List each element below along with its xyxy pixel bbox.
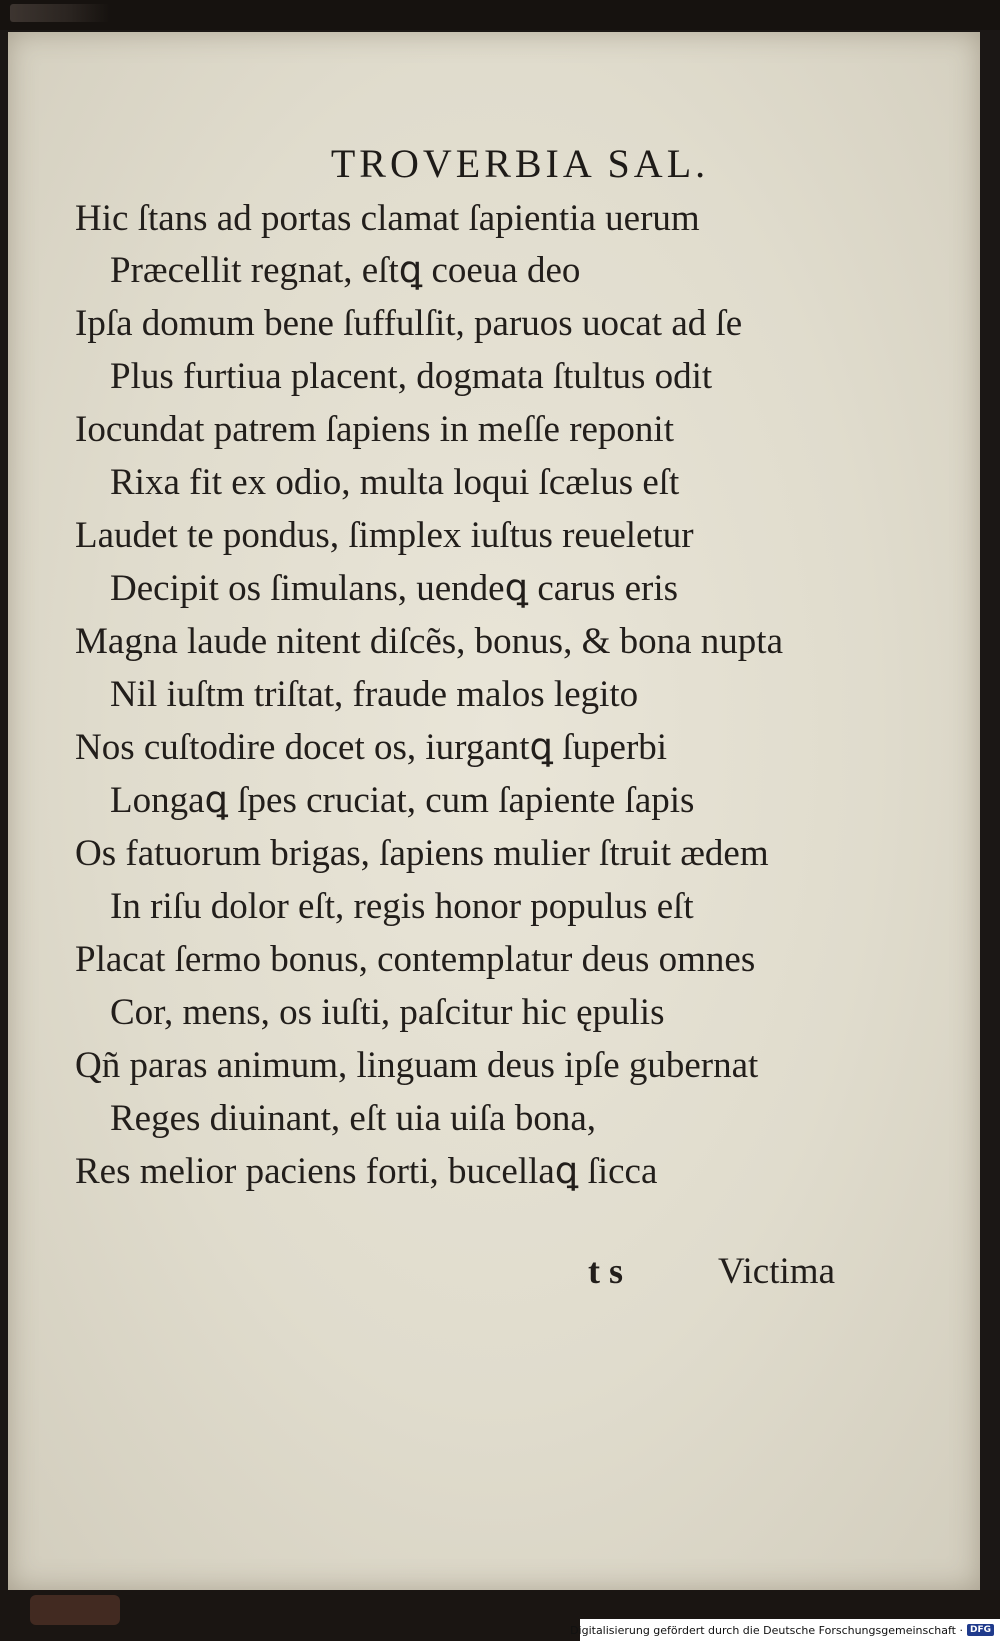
verse-line: Cor, mens, os iuſti, paſcitur hic ępulis <box>110 992 665 1033</box>
verse-line: Iocundat patrem ſapiens in meſſe reponit <box>75 409 674 450</box>
verse-line: Reges diuinant, eſt uia uiſa bona, <box>110 1098 597 1139</box>
verse-line: Qñ paras animum, linguam deus ipſe gubernat <box>75 1045 759 1086</box>
scan-paper-scrap <box>10 4 110 22</box>
verse-line: Nos cuſtodire docet os, iurgantꝗ ſuperbi <box>75 727 668 768</box>
verse-line: Placat ſermo bonus, contemplatur deus omnes <box>75 939 756 980</box>
verse-line: Decipit os ſimulans, uendeꝗ carus eris <box>110 568 679 609</box>
verse-line: Ipſa domum bene ſuffulſit, paruos uocat ad ſe <box>75 303 743 344</box>
scan-top-border <box>0 0 1000 30</box>
verse-line: Hic ſtans ad portas clamat ſapientia uerum <box>75 198 700 239</box>
verse-line: Plus furtiua placent, dogmata ſtultus odit <box>110 356 713 397</box>
verse-line: Magna laude nitent diſcẽs, bonus, & bona nupta <box>75 621 783 662</box>
verse-line: Res melior paciens forti, bucellaꝗ ſicca <box>75 1151 658 1192</box>
verse-line: Laudet te pondus, ſimplex iuſtus reueletur <box>75 515 694 556</box>
scan-paper-scrap <box>30 1595 120 1625</box>
verse-line: Longaꝗ ſpes cruciat, cum ſapiente ſapis <box>110 780 695 821</box>
running-head: TROVERBIA SAL. <box>330 141 710 186</box>
verse-line: Os fatuorum brigas, ſapiens mulier ſtruit ædem <box>75 833 769 874</box>
digitization-footer <box>570 1619 1000 1641</box>
verse-line: Nil iuſtm triſtat, fraude malos legito <box>110 674 639 715</box>
footer-credit: Digitalisierung gefördert durch die Deutsche Forschungsgemeinschaft · <box>570 1623 963 1637</box>
catchword: Victima <box>718 1251 835 1292</box>
verse-line: Præcellit regnat, eſtꝗ coeua deo <box>110 250 581 291</box>
verse-line: In riſu dolor eſt, regis honor populus eſt <box>110 886 694 927</box>
dfg-logo: DFG <box>967 1624 994 1636</box>
signature-mark: t s <box>588 1251 623 1291</box>
verse-line: Rixa fit ex odio, multa loqui ſcælus eſt <box>110 462 680 503</box>
